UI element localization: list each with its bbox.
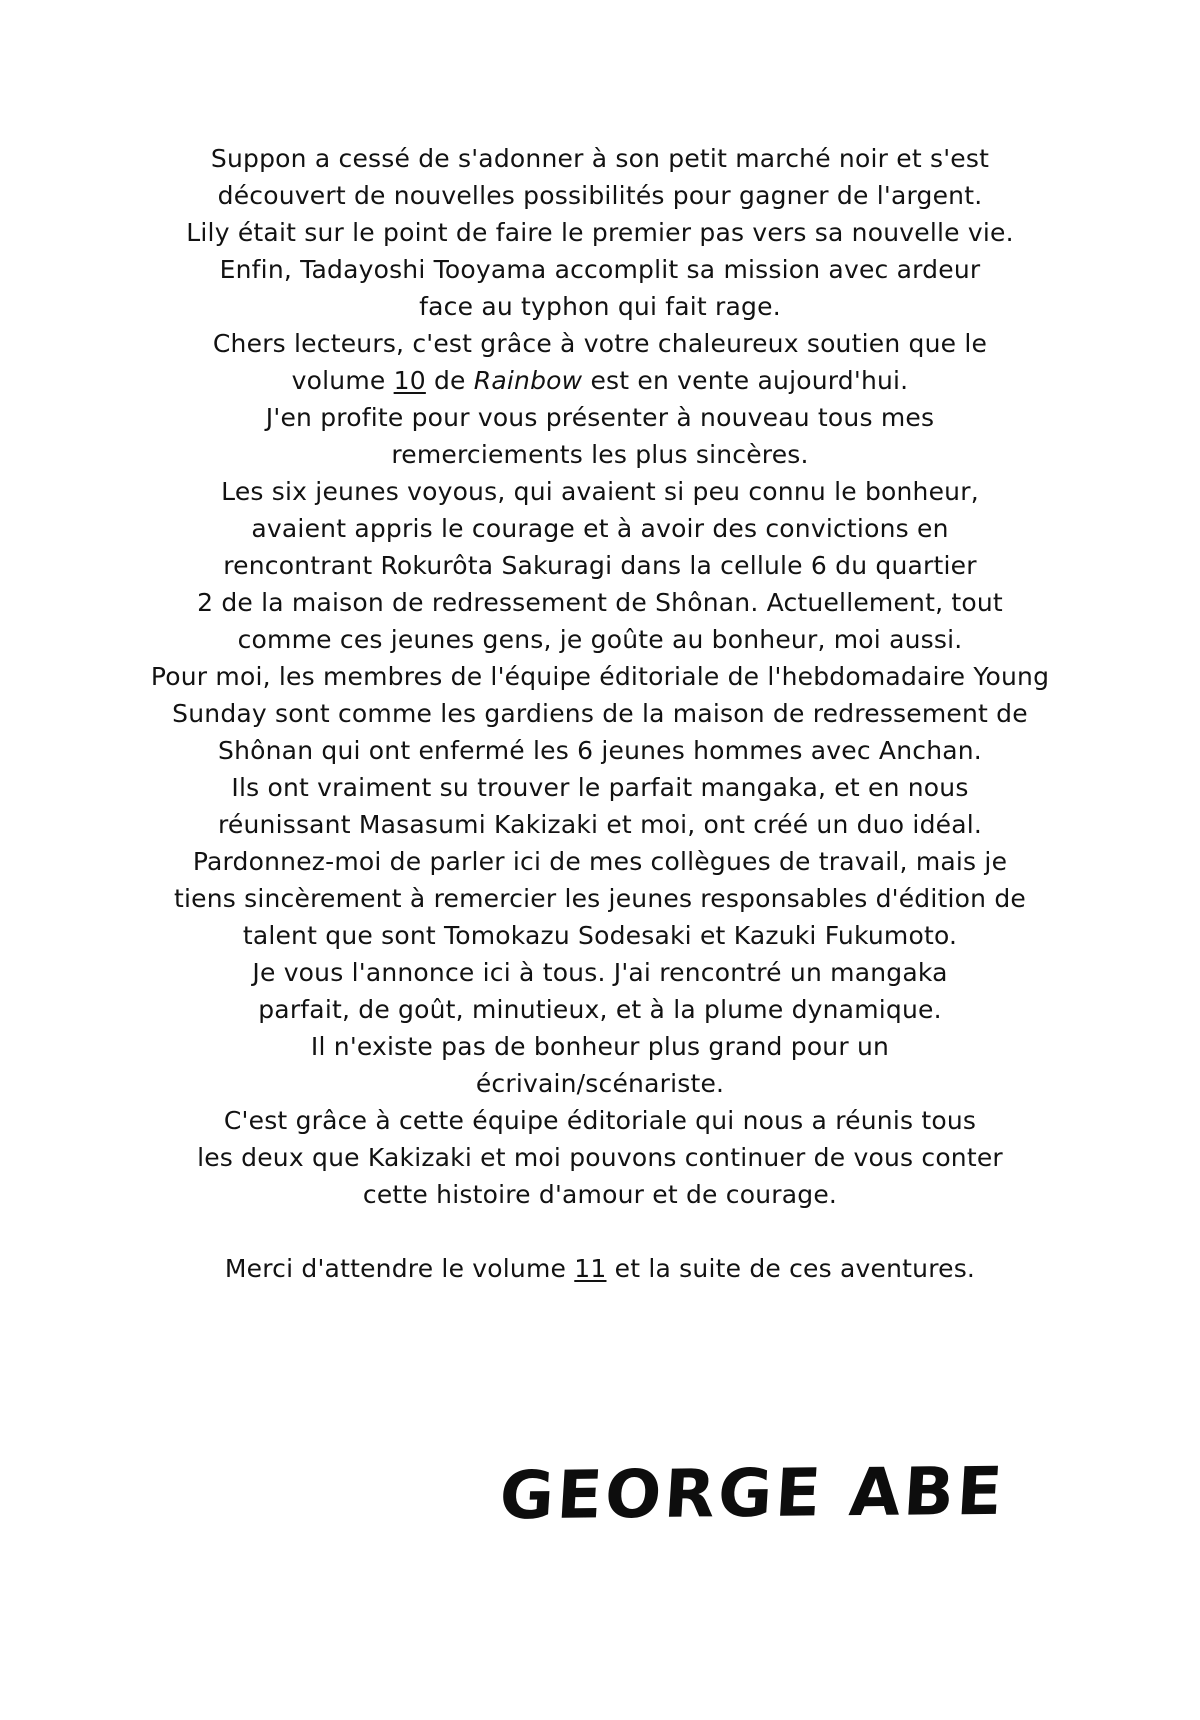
text-line: Les six jeunes voyous, qui avaient si peu connu le bonheur, <box>221 477 979 506</box>
text-line: remerciements les plus sincères. <box>391 440 809 469</box>
text-line: Ils ont vraiment su trouver le parfait mangaka, et en nous <box>231 773 969 802</box>
text-line: tiens sincèrement à remercier les jeunes responsables d'édition de <box>173 884 1026 913</box>
text-line: Lily était sur le point de faire le premier pas vers sa nouvelle vie. <box>186 218 1014 247</box>
text-line: les deux que Kakizaki et moi pouvons continuer de vous conter <box>197 1143 1003 1172</box>
text-line: talent que sont Tomokazu Sodesaki et Kazuki Fukumoto. <box>242 921 958 950</box>
author-signature: GEORGE ABE <box>497 1452 1008 1535</box>
text-line: volume 10 de Rainbow est en vente aujourd'hui. <box>291 366 909 395</box>
text-line: Enfin, Tadayoshi Tooyama accomplit sa mission avec ardeur <box>219 255 981 284</box>
text-line: Je vous l'annonce ici à tous. J'ai rencontré un mangaka <box>252 958 948 987</box>
text-line: cette histoire d'amour et de courage. <box>362 1180 838 1209</box>
text-line: C'est grâce à cette équipe éditoriale qui nous a réunis tous <box>223 1106 977 1135</box>
text-line: Pour moi, les membres de l'équipe éditoriale de l'hebdomadaire Young <box>150 662 1050 691</box>
signature-row <box>0 1452 1200 1535</box>
afterword-text-block <box>70 140 1130 1287</box>
text-line <box>70 1213 1130 1250</box>
text-line: face au typhon qui fait rage. <box>419 292 781 321</box>
text-line: Pardonnez-moi de parler ici de mes collègues de travail, mais je <box>192 847 1008 876</box>
text-line: Chers lecteurs, c'est grâce à votre chaleureux soutien que le <box>212 329 988 358</box>
text-line: rencontrant Rokurôta Sakuragi dans la cellule 6 du quartier <box>223 551 977 580</box>
text-line: 2 de la maison de redressement de Shônan. Actuellement, tout <box>197 588 1003 617</box>
text-line: comme ces jeunes gens, je goûte au bonheur, moi aussi. <box>237 625 963 654</box>
text-line: parfait, de goût, minutieux, et à la plume dynamique. <box>258 995 942 1024</box>
text-line: J'en profite pour vous présenter à nouveau tous mes <box>265 403 935 432</box>
text-line: Sunday sont comme les gardiens de la maison de redressement de <box>172 699 1028 728</box>
text-line: découvert de nouvelles possibilités pour gagner de l'argent. <box>217 181 983 210</box>
text-line: Suppon a cessé de s'adonner à son petit marché noir et s'est <box>210 144 990 173</box>
text-line: réunissant Masasumi Kakizaki et moi, ont créé un duo idéal. <box>217 810 983 839</box>
text-line: écrivain/scénariste. <box>475 1069 725 1098</box>
text-line: avaient appris le courage et à avoir des convictions en <box>251 514 949 543</box>
text-line: Shônan qui ont enfermé les 6 jeunes hommes avec Anchan. <box>218 736 982 765</box>
text-line: Il n'existe pas de bonheur plus grand pour un <box>310 1032 890 1061</box>
text-line: Merci d'attendre le volume 11 et la suite de ces aventures. <box>224 1254 976 1283</box>
